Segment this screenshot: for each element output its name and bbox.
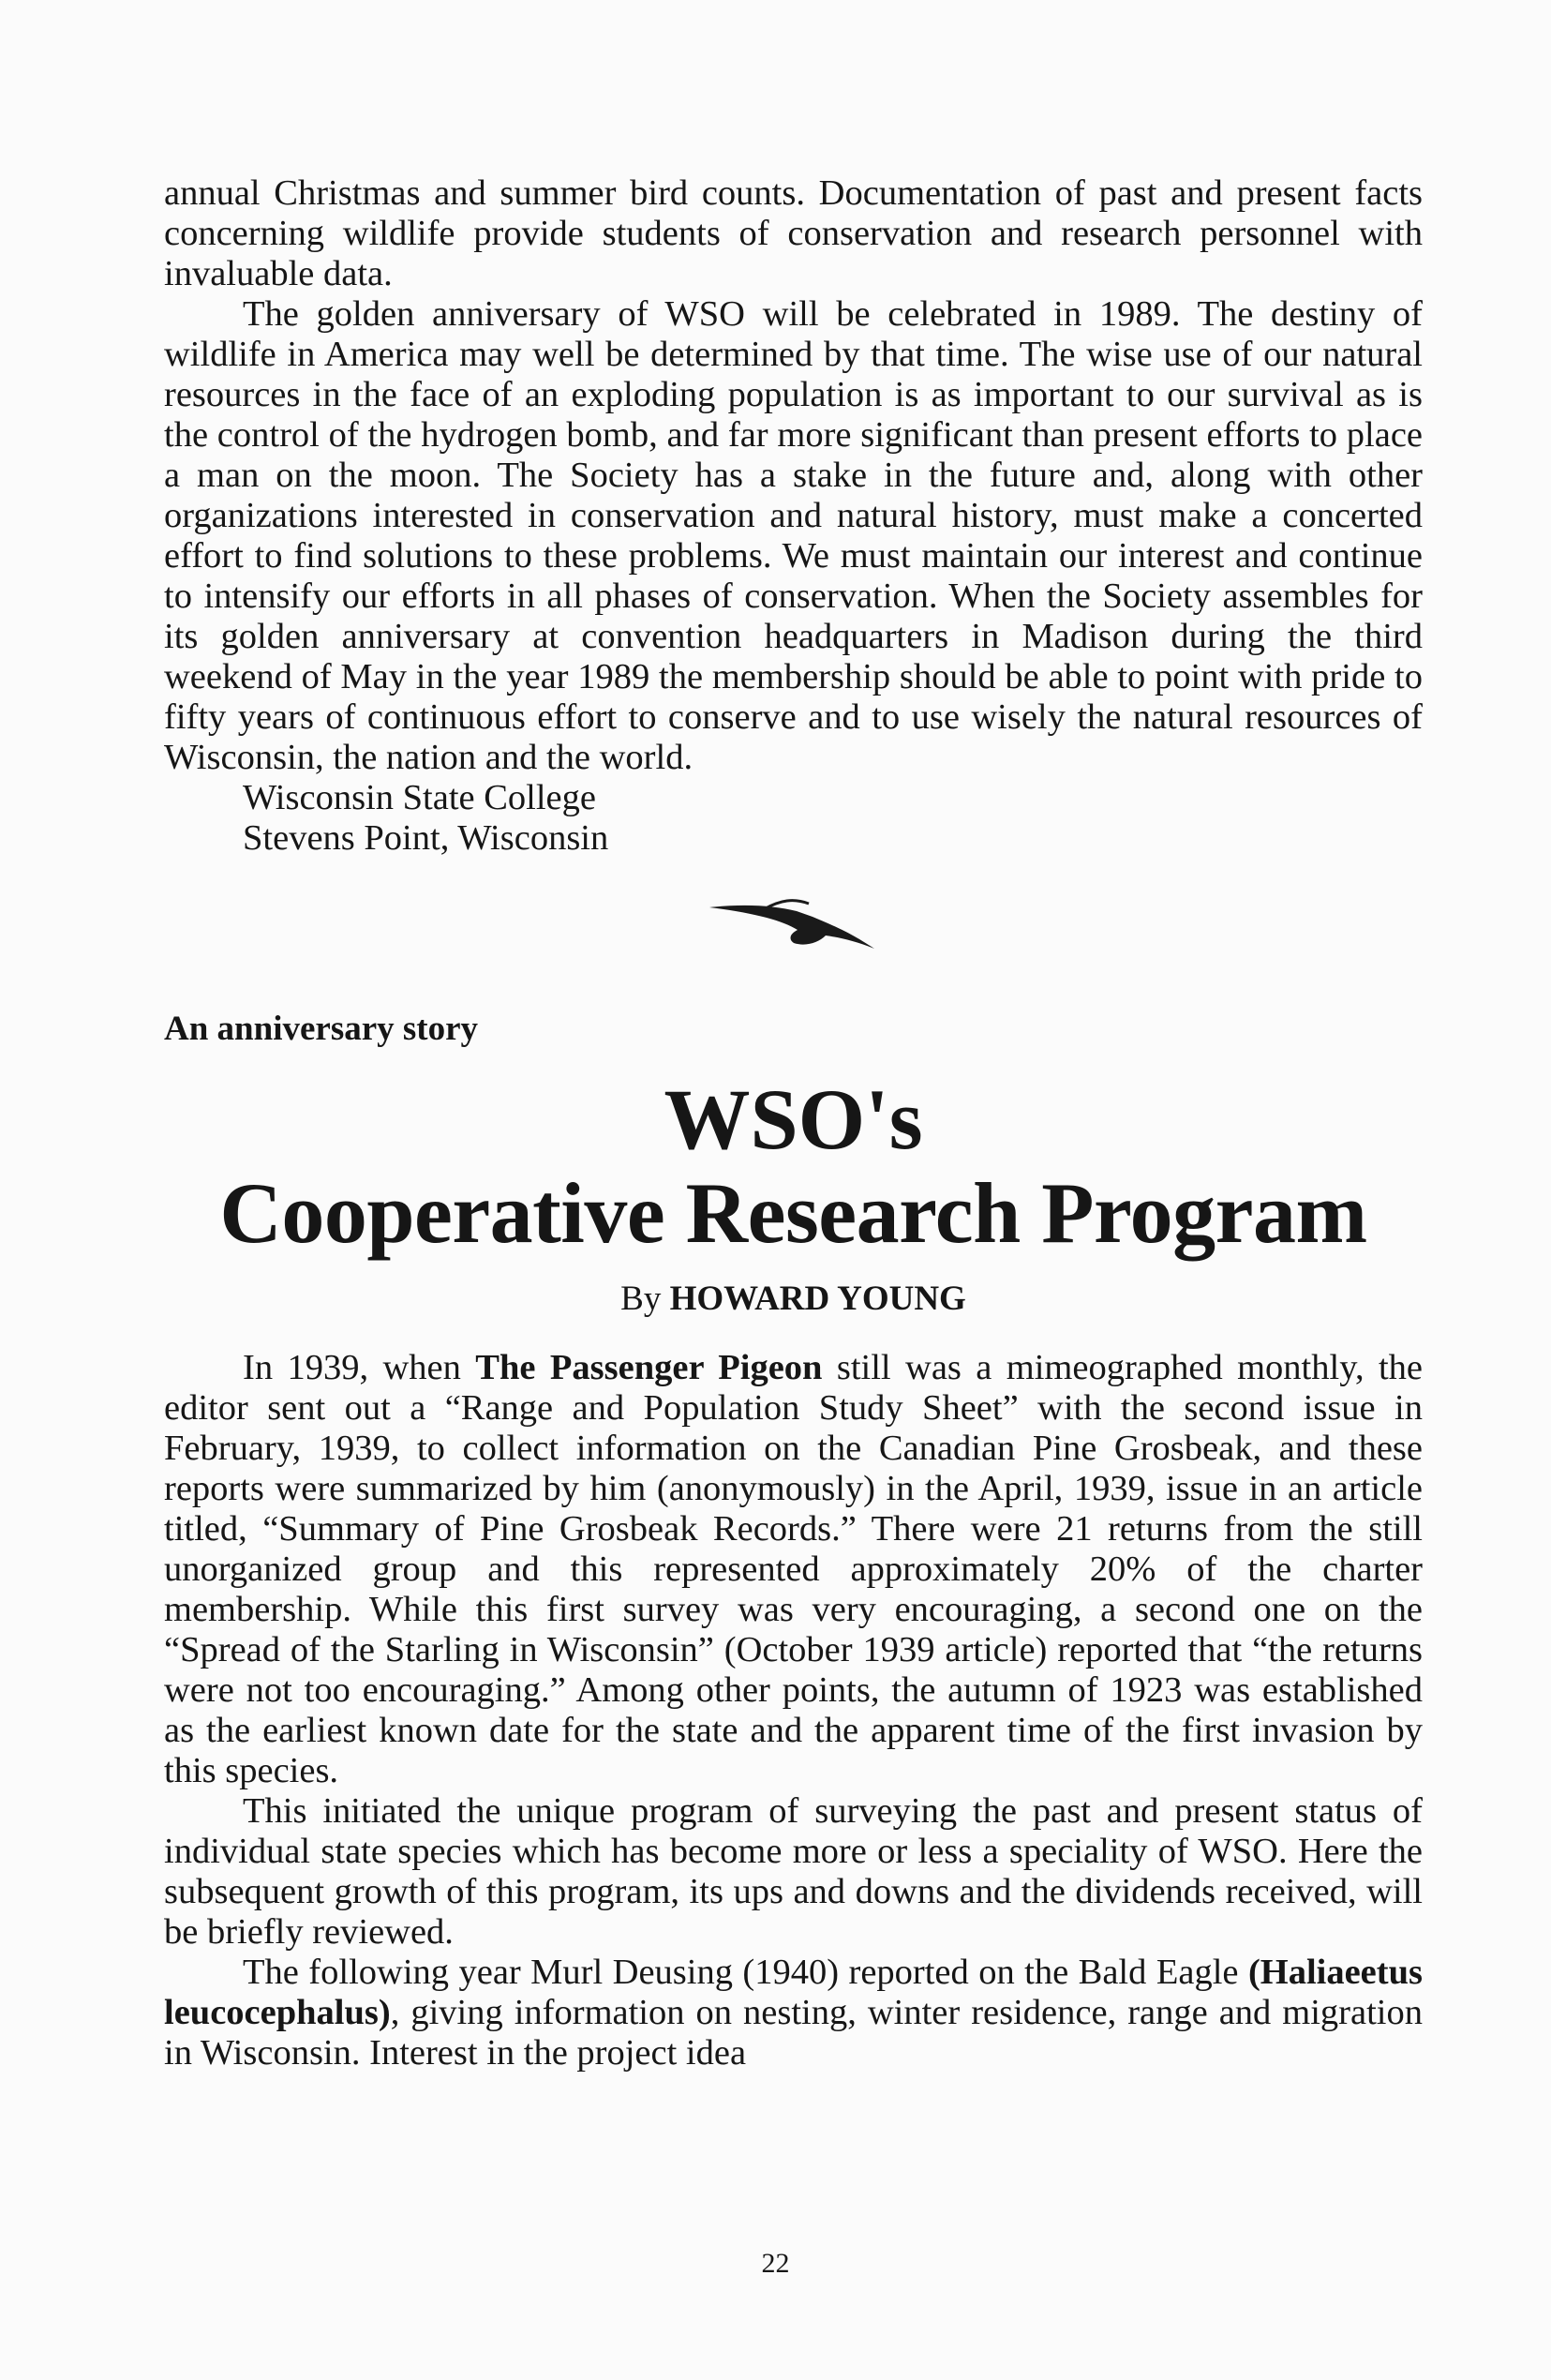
address-line-college: Wisconsin State College <box>243 778 596 817</box>
paragraph-survey-program: This initiated the unique program of surveying the past and present status of individual state species which has become more or less a speciality of WSO. Here the subsequent growth of this program, its ups and downs and the dividends received, will be briefly reviewed. <box>164 1791 1423 1952</box>
p1-text-b: still was a mimeographed monthly, the editor sent out a “Range and Population Study Sheet” with the second issue in February, 1939, to collect information on the Canadian Pine Grosbeak, and these reports were summarized by him (anonymously) in the April, 1939, issue in an article titled, “Summary of Pine Grosbeak Records.” There were 21 returns from the still unorganized group and this represented approximately 20% of the charter membership. While this first survey was very encouraging, a second one on the “Spread of the Starling in Wisconsin” (October 1939 article) reported that “the returns were not too encouraging.” Among other points, the autumn of 1923 was established as the earliest known date for the state and the apparent time of the first invasion by this species. <box>164 1348 1424 1790</box>
byline-prefix: By <box>620 1280 662 1318</box>
p3-text-a: The following year Murl Deusing (1940) reported on the Bald Eagle <box>243 1953 1248 1992</box>
byline <box>164 1279 1423 1320</box>
bird-ornament-icon <box>708 896 876 962</box>
byline-author: HOWARD YOUNG <box>669 1280 966 1318</box>
p1-text-a: In 1939, when <box>243 1348 476 1387</box>
species-name: (Haliaeetus leucocephalus) <box>164 1953 1423 2032</box>
article-title-line2: Cooperative Research Program <box>219 1165 1367 1261</box>
paragraph-golden-anniversary: The golden anniversary of WSO will be celebrated in 1989. The destiny of wildlife in America may well be determined by that time. The wise use of our natural resources in the face of an exploding population is as important to our survival as is the control of the hydrogen bomb, and far more significant than present efforts to place a man on the moon. The Society has a stake in the future and, along with other organizations interested in conservation and natural history, must make a concerted effort to find solutions to these problems. We must maintain our interest and continue to intensify our efforts in all phases of conservation. When the Society assembles for its golden anniversary at convention headquarters in Madison during the third weekend of May in the year 1989 the membership should be able to point with pride to fifty years of continuous effort to conserve and to use wisely the natural resources of Wisconsin, the nation and the world. <box>164 294 1423 777</box>
page-content <box>164 173 1423 2073</box>
address-line-city: Stevens Point, Wisconsin <box>243 818 609 858</box>
paragraph-pine-grosbeak <box>164 1348 1423 1791</box>
article-kicker: An anniversary story <box>164 1010 479 1048</box>
page-number: 22 <box>761 2248 790 2279</box>
article-title-line1: WSO's <box>664 1071 923 1167</box>
p3-text-b: , giving information on nesting, winter residence, range and migration in Wisconsin. Interest in the project idea <box>164 1993 1423 2073</box>
paragraph-bald-eagle <box>164 1953 1423 2073</box>
journal-title: The Passenger Pigeon <box>475 1348 823 1387</box>
paragraph-christmas-counts: annual Christmas and summer bird counts. Documentation of past and present facts concerning wildlife provide students of conservation and research personnel with invaluable data. <box>164 173 1423 293</box>
